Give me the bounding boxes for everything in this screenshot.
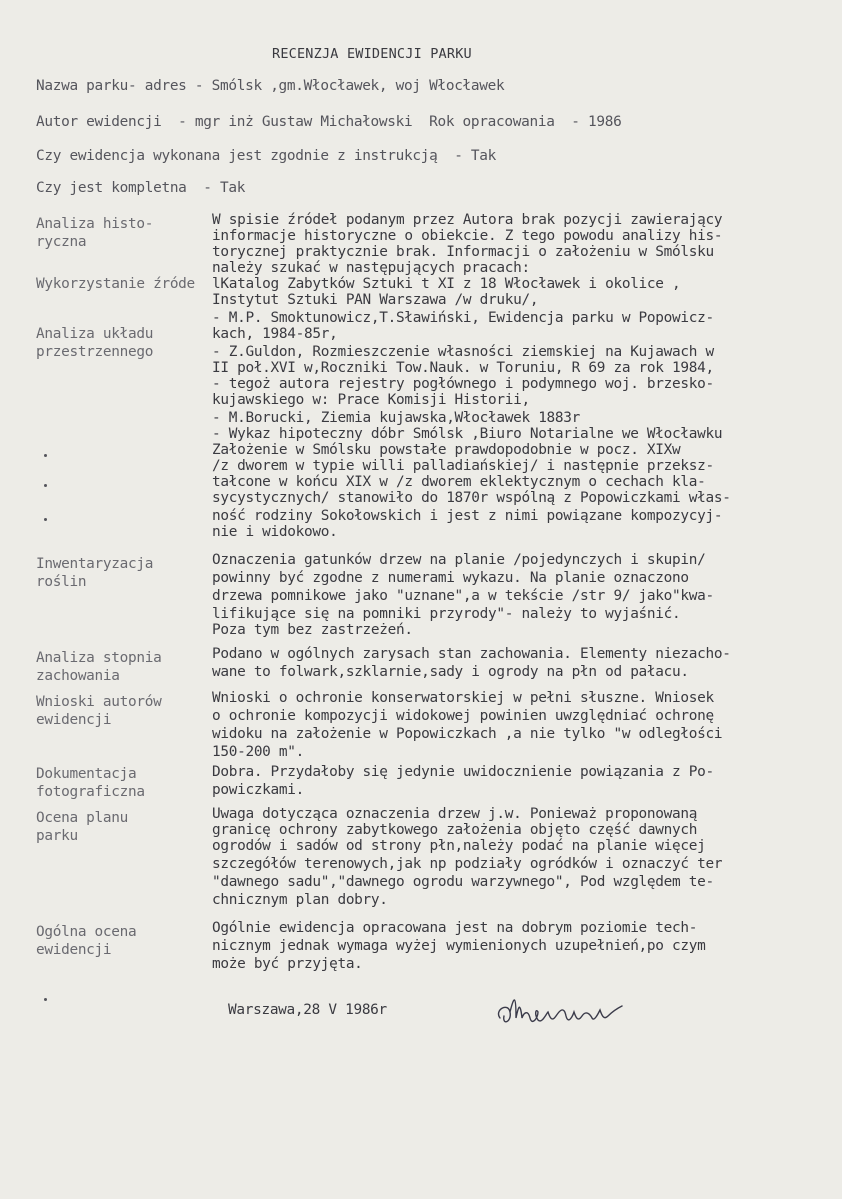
analiza-line: lKatalog Zabytków Sztuki t XI z 18 Włocławek i okolice , [212,276,681,292]
inwent-line: drzewa pomnikowe jako "uznane",a w tekście /str 9/ jako"kwa- [212,588,714,604]
label-analiza-stopnia-1: Analiza stopnia [36,650,162,666]
analiza-line: /z dworem w typie willi palladiańskiej/ i następnie przeksz- [212,458,714,474]
stopnia-line: wane to folwark,szklarnie,sady i ogrody na płn od pałacu. [212,664,689,680]
stopnia-line: Podano w ogólnych zarysach stan zachowania. Elementy niezacho- [212,646,731,662]
label-analiza-ukladu-1: Analiza układu [36,326,154,342]
analiza-line: - tegoż autora rejestry pogłównego i podymnego woj. brzesko- [212,376,714,392]
ocena-plan-line: chnicznym plan dobry. [212,892,388,908]
label-ogolna-ocena-1: Ogólna ocena [36,924,137,940]
wnioski-line: 150-200 m". [212,744,305,760]
analiza-line: W spisie źródeł podanym przez Autora brak pozycji zawierający [212,212,723,228]
wnioski-line: Wnioski o ochronie konserwatorskiej w pełni słuszne. Wniosek [212,690,714,706]
analiza-line: sycystycznych/ stanowiło do 1870r wspólną z Popowiczkami włas- [212,490,731,506]
analiza-line: kujawskiego w: Prace Komisji Historii, [212,392,530,408]
park-name-line: Nazwa parku- adres - Smólsk ,gm.Włocławek, woj Włocławek [36,78,505,94]
inwent-line: powinny być zgodne z numerami wykazu. Na planie oznaczono [212,570,689,586]
label-inwentaryzacja-2: roślin [36,574,87,590]
label-ocena-planu-2: parku [36,828,78,844]
label-wnioski-1: Wnioski autorów [36,694,162,710]
dok-line: Dobra. Przydałoby się jedynie uwidocznienie powiązania z Po- [212,764,714,780]
ocena-plan-line: "dawnego sadu","dawnego ogrodu warzywnego", Pod względem te- [212,874,714,890]
place-date: Warszawa,28 V 1986r [228,1002,387,1018]
analiza-line: należy szukać w następujących pracach: [212,260,530,276]
label-ocena-planu-1: Ocena planu [36,810,129,826]
analiza-line: nie i widokowo. [212,524,338,540]
ocena-plan-line: Uwaga dotycząca oznaczenia drzew j.w. Ponieważ proponowaną [212,806,698,822]
ocena-plan-line: granicę ochrony zabytkowego założenia objęto część dawnych [212,822,698,838]
analiza-line: - M.Borucki, Ziemia kujawska,Włocławek 1883r [212,410,581,426]
label-analiza-stopnia-2: zachowania [36,668,120,684]
handwritten-signature [490,988,640,1038]
compliance-line: Czy ewidencja wykonana jest zgodnie z instrukcją - Tak [36,148,497,164]
label-dokumentacja-2: fotograficzna [36,784,145,800]
dok-line: powiczkami. [212,782,305,798]
label-wnioski-2: ewidencji [36,712,112,728]
label-analiza-historyczna-2: ryczna [36,234,87,250]
inwent-line: Poza tym bez zastrzeżeń. [212,622,413,638]
analiza-line: II poł.XVI w,Roczniki Tow.Nauk. w Toruniu, R 69 za rok 1984, [212,360,714,376]
analiza-line: - Z.Guldon, Rozmieszczenie własności ziemskiej na Kujawach w [212,344,714,360]
ocena-plan-line: szczegółów terenowych,jak np podziały ogródków i oznaczyć ter [212,856,723,872]
analiza-line: kach, 1984-85r, [212,326,338,342]
inwent-line: Oznaczenia gatunków drzew na planie /pojedynczych i skupin/ [212,552,706,568]
analiza-line: Założenie w Smólsku powstałe prawdopodobnie w pocz. XIXw [212,442,681,458]
label-analiza-historyczna-1: Analiza histo- [36,216,154,232]
analiza-line: torycznej praktycznie brak. Informacji o założeniu w Smólsku [212,244,714,260]
analiza-line: informacje historyczne o obiekcie. Z tego powodu analizy his- [212,228,723,244]
analiza-line: ność rodziny Sokołowskich i jest z nimi powiązane kompozycyj- [212,508,723,524]
document-title: RECENZJA EWIDENCJI PARKU [272,46,472,62]
ogolna-line: może być przyjęta. [212,956,363,972]
label-dokumentacja-1: Dokumentacja [36,766,137,782]
margin-mark [44,454,47,457]
completeness-line: Czy jest kompletna - Tak [36,180,246,196]
wnioski-line: o ochronie kompozycji widokowej powinien uwzględniać ochronę [212,708,714,724]
analiza-line: - Wykaz hipoteczny dóbr Smólsk ,Biuro Notarialne we Włocławku [212,426,723,442]
author-line: Autor ewidencji - mgr inż Gustaw Michałowski Rok opracowania - 1986 [36,114,622,130]
label-analiza-ukladu-2: przestrzennego [36,344,154,360]
margin-mark [44,484,47,487]
inwent-line: lifikujące się na pomniki przyrody"- należy to wyjaśnić. [212,606,681,622]
margin-mark [44,518,47,521]
label-ogolna-ocena-2: ewidencji [36,942,112,958]
ogolna-line: Ogólnie ewidencja opracowana jest na dobrym poziomie tech- [212,920,698,936]
margin-mark [44,998,47,1001]
analiza-line: Instytut Sztuki PAN Warszawa /w druku/, [212,292,539,308]
wnioski-line: widoku na założenie w Popowiczkach ,a nie tylko "w odległości [212,726,723,742]
label-wykorzystanie-zrodel: Wykorzystanie źróde [36,276,195,292]
analiza-line: tałcone w końcu XIX w /z dworem eklektycznym o cechach kla- [212,474,706,490]
ogolna-line: nicznym jednak wymaga wyżej wymienionych uzupełnień,po czym [212,938,706,954]
analiza-line: - M.P. Smoktunowicz,T.Sławiński, Ewidencja parku w Popowicz- [212,310,714,326]
label-inwentaryzacja-1: Inwentaryzacja [36,556,154,572]
ocena-plan-line: ogrodów i sadów od strony płn,należy podać na planie więcej [212,838,706,854]
